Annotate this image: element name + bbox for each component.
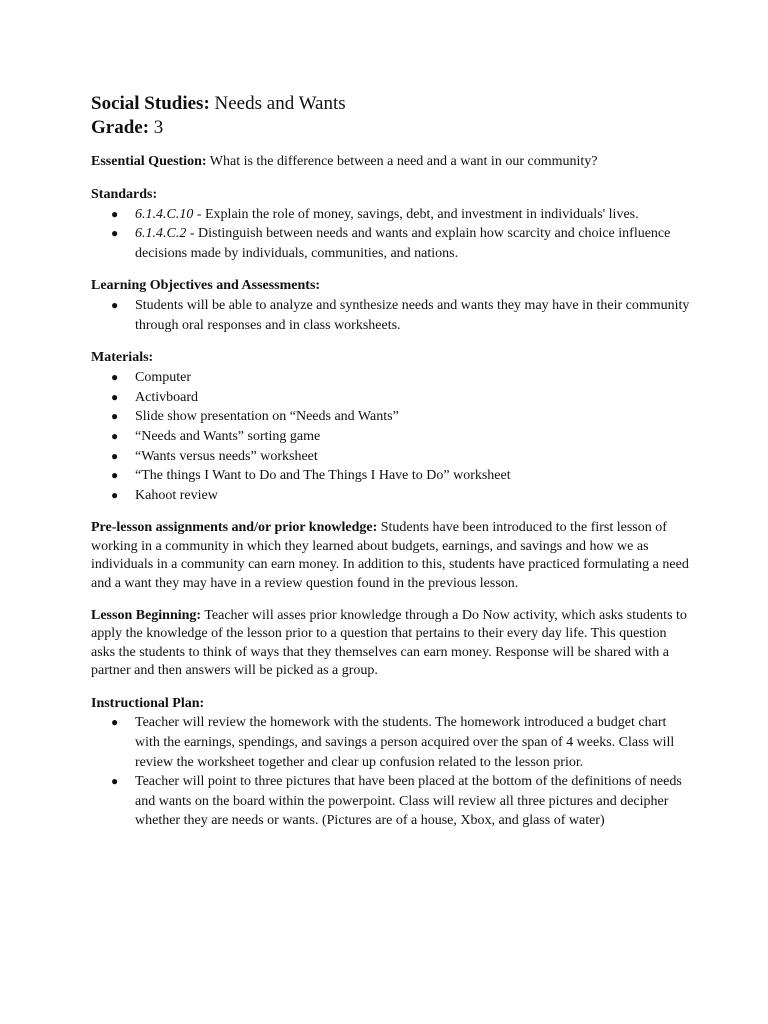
bullet-icon: ● — [111, 487, 119, 502]
subject-label: Social Studies: — [91, 93, 210, 114]
instructional-text: Teacher will review the homework with the students. The homework introduced a budget chart with the earnings, spendings, and savings a person acquired over the span of 4 weeks. Class will review the worksheet together and clear up confusion related to the lesson prior. — [135, 715, 675, 770]
instructional-item — [111, 772, 691, 831]
standard-text: - Explain the role of money, savings, debt, and investment in individuals' lives. — [193, 206, 639, 222]
prelesson-section — [91, 519, 691, 593]
standard-code: 6.1.4.C.10 — [135, 206, 194, 222]
material-text: “The things I Want to Do and The Things I Have to Do” worksheet — [135, 468, 511, 484]
essential-question-section — [91, 153, 691, 172]
lesson-beginning-section — [91, 607, 691, 681]
subject-value: Needs and Wants — [214, 93, 346, 114]
bullet-icon: ● — [111, 428, 119, 443]
material-item — [111, 427, 691, 447]
bullet-icon: ● — [111, 409, 119, 424]
standard-text: - Distinguish between needs and wants and explain how scarcity and choice influence decisions made by individuals, communities, and nations. — [135, 226, 671, 261]
bullet-icon: ● — [111, 448, 119, 463]
instructional-text: Teacher will point to three pictures that have been placed at the bottom of the definitions of needs and wants on the board within the powerpoint. Class will review all three pictures and decipher whether they are needs or wants. (Pictures are of a house, Xbox, and glass of water) — [135, 774, 682, 829]
bullet-icon: ● — [111, 468, 119, 483]
materials-list — [91, 368, 691, 505]
standard-item — [111, 224, 691, 263]
material-text: Activboard — [135, 389, 198, 405]
standard-item — [111, 205, 691, 225]
materials-section — [91, 349, 691, 505]
grade-value: 3 — [153, 117, 164, 138]
essential-question-text: What is the difference between a need and a want in our community? — [209, 154, 598, 169]
lesson-beginning-text: Teacher will asses prior knowledge through a Do Now activity, which asks students to apply the knowledge of the lesson prior to a question that pertains to their every day life. This question asks the students to think of ways that they themselves can earn money. Response will be shared with a partner and then answers will be picked as a group. — [91, 607, 687, 679]
material-item — [111, 368, 691, 388]
standard-code: 6.1.4.C.2 — [135, 226, 187, 242]
objectives-label: Learning Objectives and Assessments: — [91, 278, 321, 294]
material-text: “Wants versus needs” worksheet — [135, 448, 318, 464]
bullet-icon: ● — [111, 226, 119, 241]
essential-question-label: Essential Question: — [91, 154, 207, 169]
bullet-icon: ● — [111, 715, 119, 730]
objectives-section — [91, 277, 691, 335]
instructional-plan-list — [91, 713, 691, 831]
instructional-plan-section — [91, 695, 691, 831]
prelesson-label: Pre-lesson assignments and/or prior knowledge: — [91, 520, 378, 536]
material-item — [111, 447, 691, 467]
material-text: Computer — [135, 370, 191, 386]
material-text: “Needs and Wants” sorting game — [135, 428, 321, 444]
lesson-beginning-label: Lesson Beginning: — [91, 607, 202, 623]
material-text: Slide show presentation on “Needs and Wants” — [135, 409, 399, 425]
grade-line — [91, 116, 691, 140]
bullet-icon: ● — [111, 774, 119, 789]
material-item — [111, 466, 691, 486]
standards-label: Standards: — [91, 186, 158, 202]
subject-line — [91, 92, 691, 116]
bullet-icon: ● — [111, 389, 119, 404]
grade-label: Grade: — [91, 117, 150, 138]
bullet-icon: ● — [111, 370, 119, 385]
instructional-item — [111, 713, 691, 772]
materials-label: Materials: — [91, 350, 154, 366]
lesson-plan-page — [91, 92, 691, 831]
objective-text: Students will be able to analyze and synthesize needs and wants they may have in their community through oral responses and in class worksheets. — [135, 298, 690, 333]
objective-item — [111, 296, 691, 335]
material-item — [111, 486, 691, 506]
document-title — [91, 92, 691, 140]
standards-section — [91, 186, 691, 264]
objectives-list — [91, 296, 691, 335]
instructional-plan-label: Instructional Plan: — [91, 695, 205, 711]
material-item — [111, 388, 691, 408]
bullet-icon: ● — [111, 298, 119, 313]
prelesson-text: Students have been introduced to the first lesson of working in a community in which they learned about budgets, earnings, and savings and how we as individuals in a community can earn money. In addition to this, students have practiced formulating a need and a want they may have in a review question found in the previous lesson. — [91, 520, 689, 591]
material-item — [111, 407, 691, 427]
material-text: Kahoot review — [135, 487, 218, 503]
standards-list — [91, 205, 691, 264]
bullet-icon: ● — [111, 206, 119, 221]
